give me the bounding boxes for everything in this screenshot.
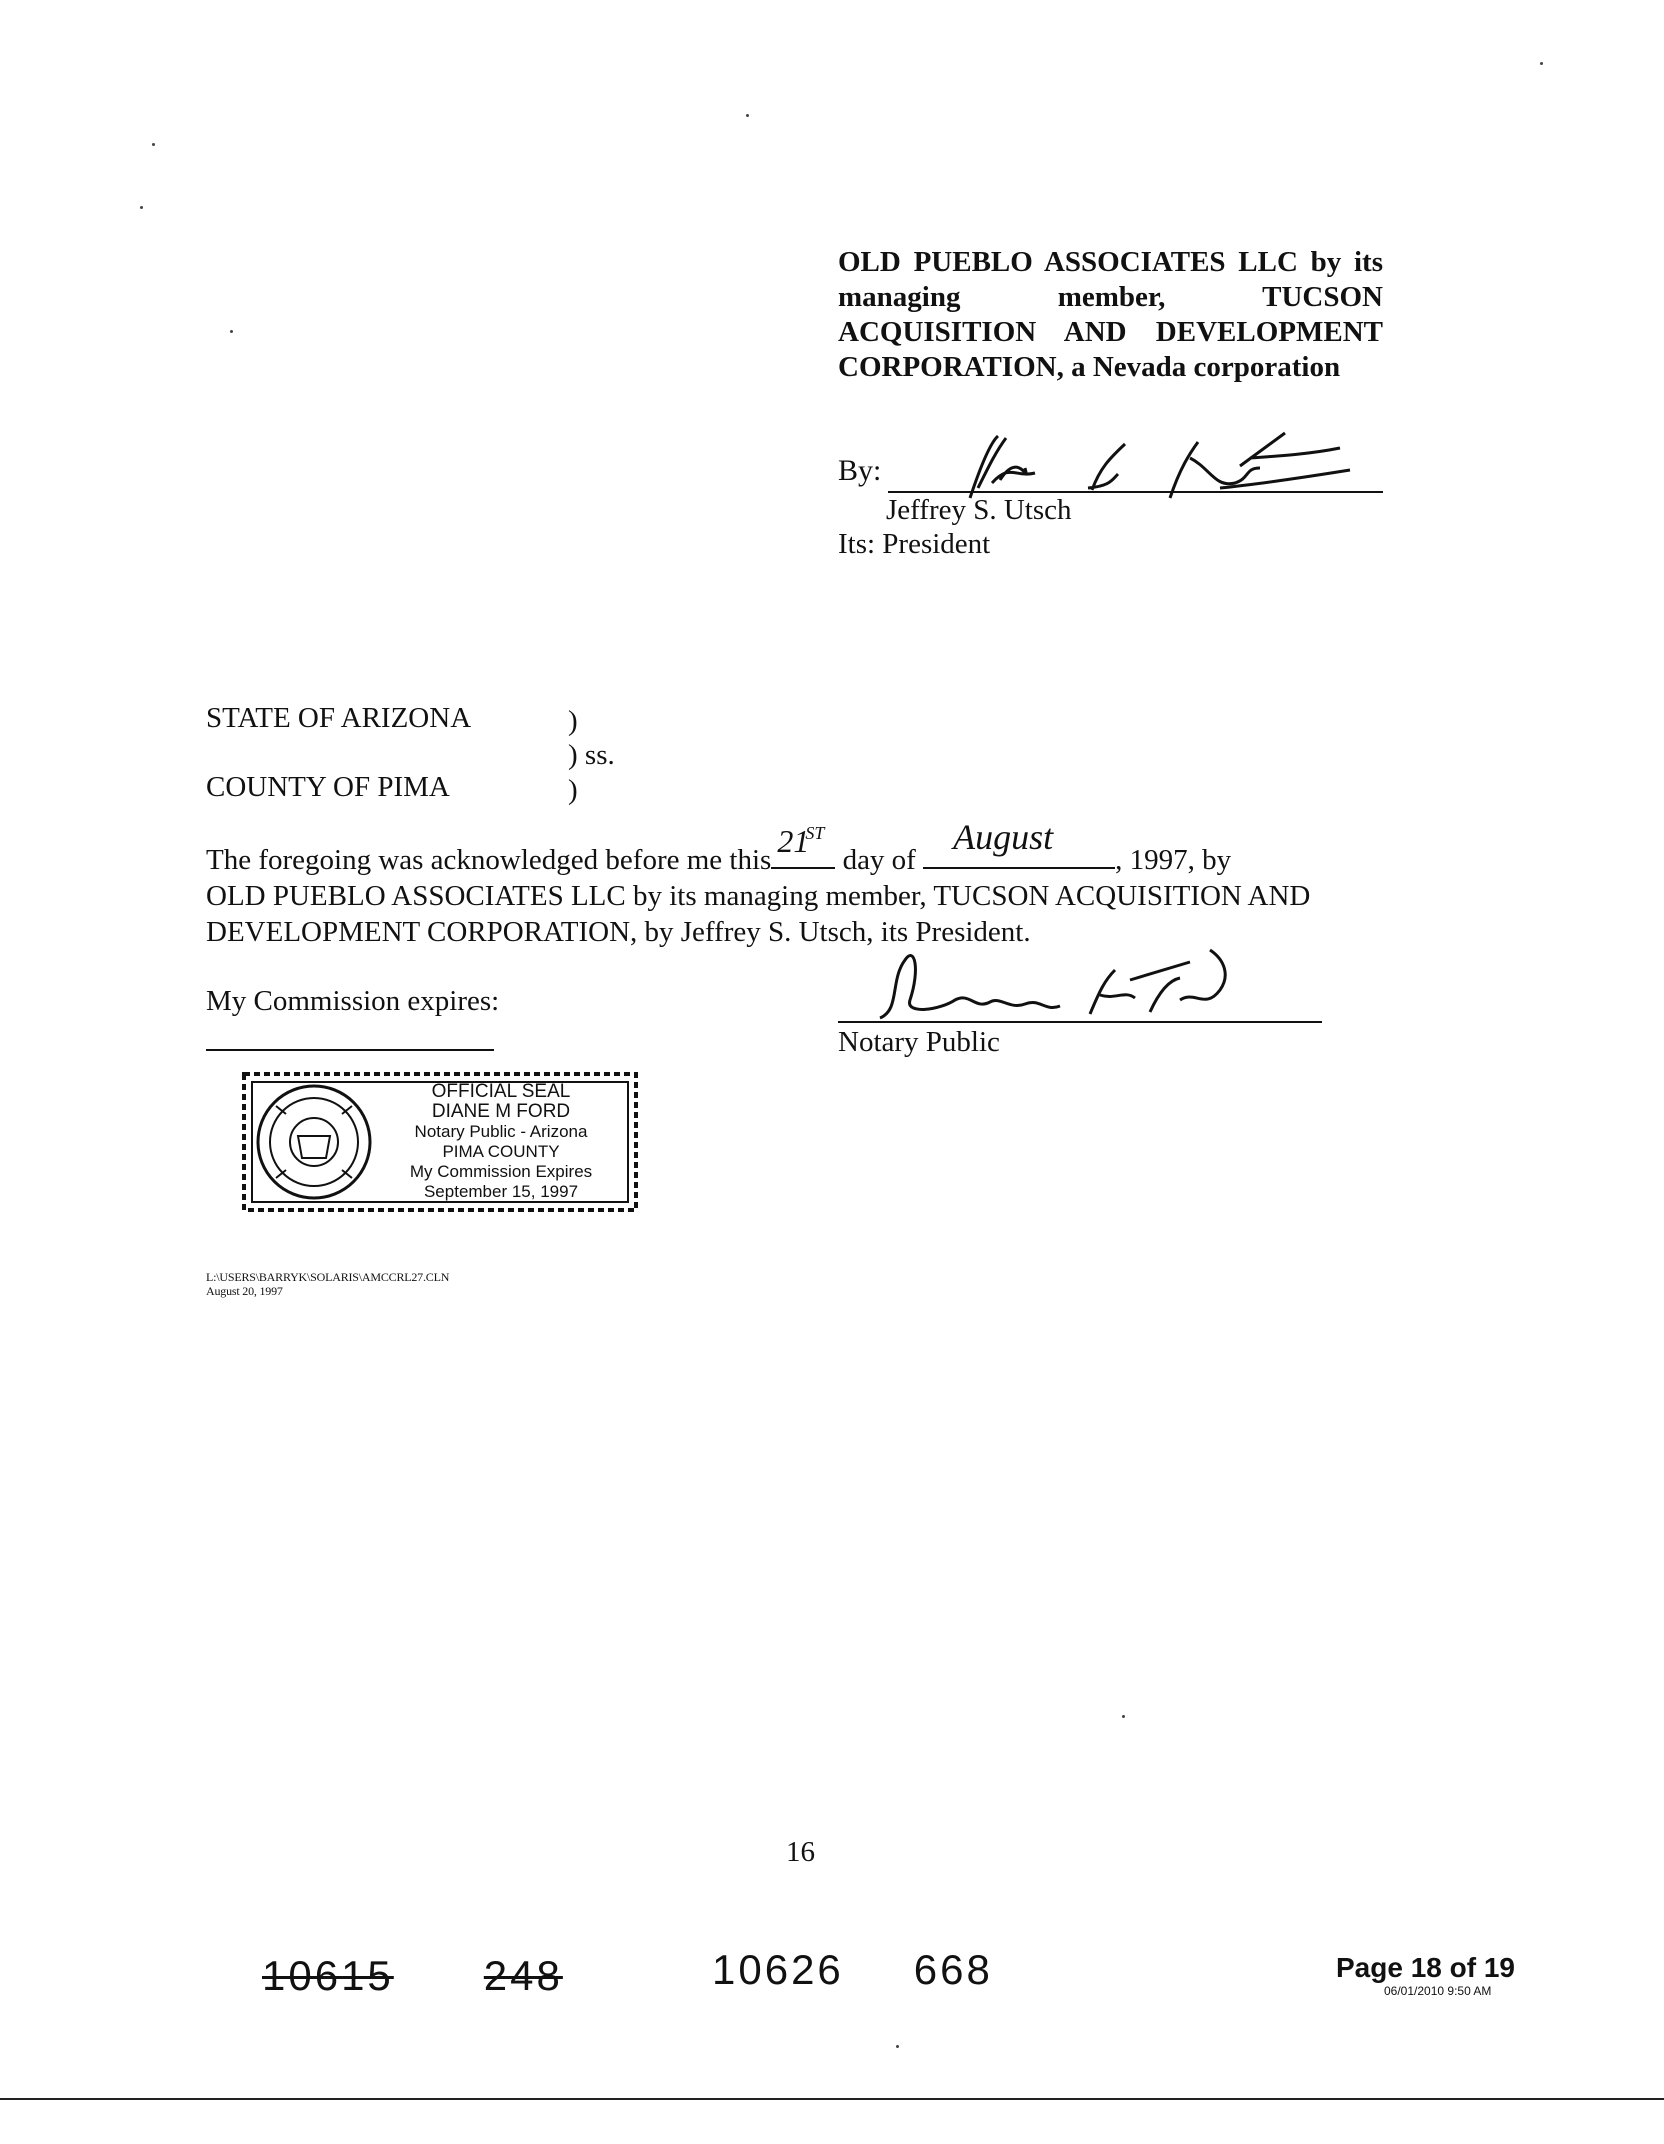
recording-book-page <box>712 1946 993 1994</box>
signer-title: Its: President <box>838 528 991 560</box>
company-line-3: ACQUISITION AND DEVELOPMENT <box>838 316 1383 348</box>
struck-book-page <box>262 1952 563 2000</box>
by-label: By: <box>838 454 882 487</box>
seal-title: OFFICIAL SEAL <box>431 1081 571 1102</box>
commission-expires-line <box>206 1049 494 1051</box>
ack-text-part3: , 1997, by <box>1115 844 1232 876</box>
scan-speck <box>1540 62 1543 65</box>
ack-text-part2: day of <box>842 844 916 876</box>
bottom-rule <box>0 2098 1664 2100</box>
company-line-1: OLD PUEBLO ASSOCIATES LLC by its <box>838 246 1383 278</box>
signatory-company-block <box>838 245 1383 385</box>
scan-speck <box>152 143 155 146</box>
scan-speck <box>896 2045 899 2048</box>
acknowledgment-paragraph <box>206 817 1396 950</box>
struck-page: 248 <box>483 1952 563 1999</box>
file-path: L:\USERS\BARRYK\SOLARIS\AMCCRL27.CLN <box>206 1270 450 1284</box>
seal-commission-label: My Commission Expires <box>409 1162 593 1181</box>
acknowledgment-line-1 <box>206 817 1396 878</box>
company-line-2: managing member, TUCSON <box>838 281 1383 313</box>
venue-paren-ss: ) ss. <box>568 739 615 771</box>
recording-page: 668 <box>913 1946 993 1993</box>
venue-paren-top: ) <box>568 705 578 737</box>
handwritten-day-suffix: ST <box>805 823 825 843</box>
notary-signature <box>860 940 1260 1024</box>
scan-speck <box>140 206 143 209</box>
notary-public-label: Notary Public <box>838 1026 1000 1058</box>
scan-speck <box>746 114 749 117</box>
seal-commission-date: September 15, 1997 <box>423 1182 579 1201</box>
day-blank <box>771 823 835 869</box>
company-line-4: CORPORATION, a Nevada corporation <box>838 351 1341 383</box>
venue-state: STATE OF ARIZONA <box>206 702 472 734</box>
print-timestamp: 06/01/2010 9:50 AM <box>1384 1984 1492 1998</box>
file-date: August 20, 1997 <box>206 1284 283 1298</box>
file-reference <box>206 1270 449 1298</box>
acknowledgment-line-2: OLD PUEBLO ASSOCIATES LLC by its managing member, TUCSON ACQUISITION AND <box>206 880 1311 912</box>
month-blank <box>923 817 1115 869</box>
ack-text-part1: The foregoing was acknowledged before me this <box>206 844 772 876</box>
official-seal-stamp <box>236 1066 644 1218</box>
page-number: 16 <box>786 1836 815 1868</box>
seal-notary-name: DIANE M FORD <box>431 1101 571 1122</box>
recording-book: 10626 <box>712 1946 844 1993</box>
handwritten-month: August <box>953 817 1054 857</box>
seal-text <box>372 1082 630 1202</box>
seal-notary-state: Notary Public - Arizona <box>414 1122 588 1141</box>
notary-signature-line <box>838 1021 1322 1023</box>
scan-speck <box>230 330 233 333</box>
seal-county: PIMA COUNTY <box>442 1142 560 1161</box>
handwritten-day: 21 <box>777 823 810 859</box>
acknowledgment-line-3: DEVELOPMENT CORPORATION, by Jeffrey S. Utsch, its President. <box>206 916 1031 948</box>
commission-expires-label: My Commission expires: <box>206 985 500 1017</box>
struck-book: 10615 <box>262 1952 394 1999</box>
page-of-indicator: Page 18 of 19 <box>1336 1952 1515 1983</box>
signer-name: Jeffrey S. Utsch <box>886 494 1072 526</box>
scan-speck <box>1122 1715 1125 1718</box>
venue-paren-bottom: ) <box>568 774 578 806</box>
venue-county: COUNTY OF PIMA <box>206 771 450 803</box>
